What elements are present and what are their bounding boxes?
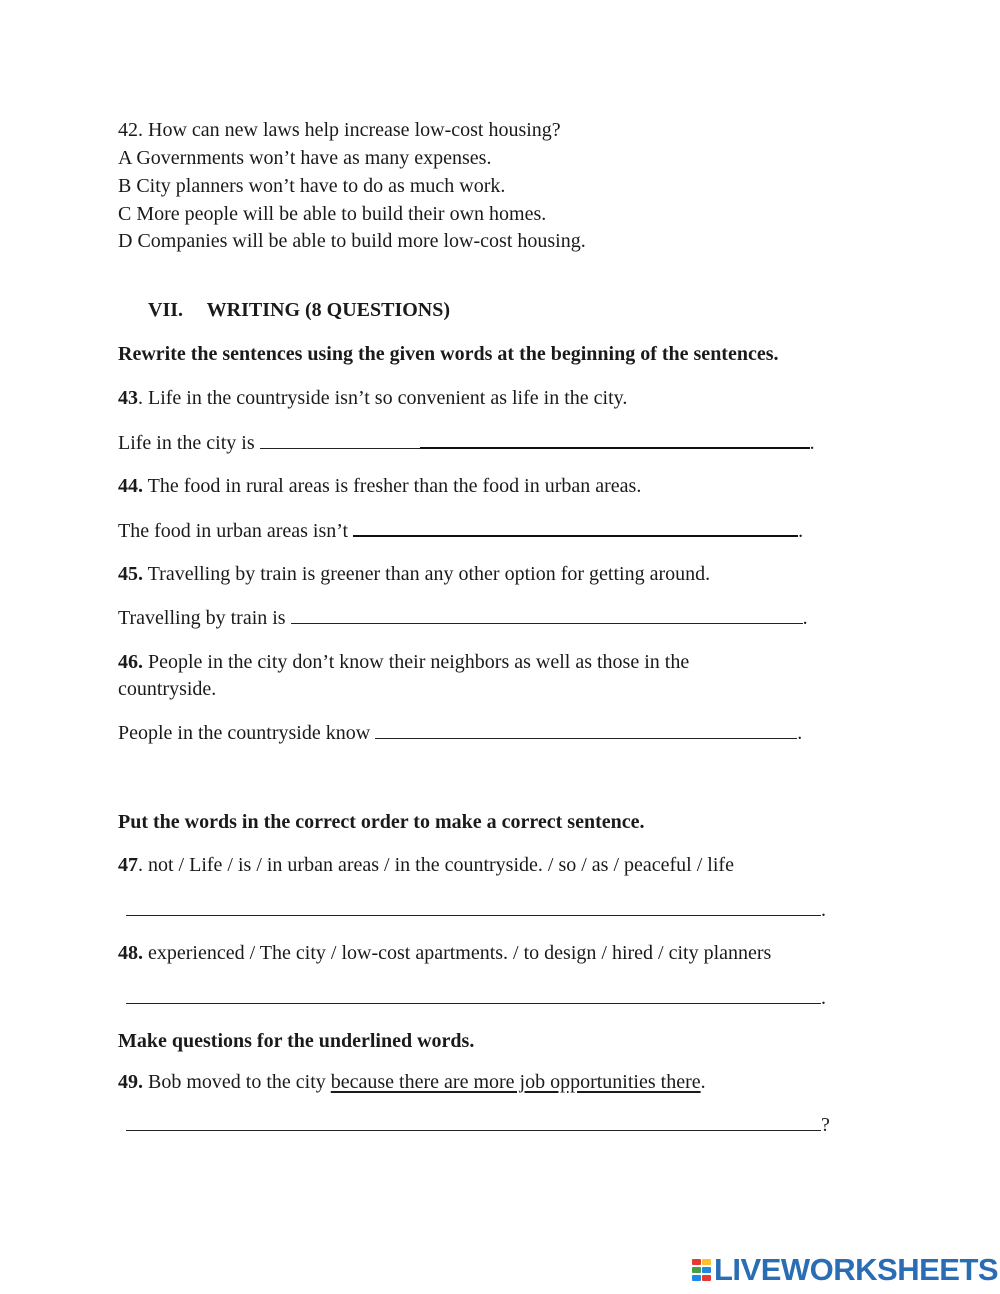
liveworksheets-logo[interactable] bbox=[692, 1253, 998, 1287]
answer-48-blank[interactable] bbox=[126, 985, 821, 1004]
liveworksheets-logo-icon bbox=[692, 1257, 712, 1283]
liveworksheets-logo-text: LIVEWORKSHEETS bbox=[714, 1252, 999, 1287]
answer-end: . bbox=[798, 520, 804, 542]
answer-47-blank[interactable] bbox=[126, 897, 821, 916]
answer-end: . bbox=[809, 432, 815, 454]
question-46 bbox=[118, 649, 689, 675]
answer-48 bbox=[126, 985, 826, 1011]
question-number: 44. bbox=[118, 475, 143, 497]
instruction-rewrite: Rewrite the sentences using the given words at the beginning of the sentences. bbox=[118, 343, 779, 365]
option-a: A Governments won’t have as many expenses. bbox=[118, 147, 492, 169]
answer-44 bbox=[118, 517, 803, 544]
logo-block-5 bbox=[692, 1275, 701, 1281]
answer-46-blank[interactable] bbox=[375, 720, 797, 739]
question-43 bbox=[118, 385, 627, 411]
answer-49 bbox=[126, 1112, 830, 1138]
question-46-cont: countryside. bbox=[118, 678, 217, 700]
section-title: WRITING (8 QUESTIONS) bbox=[206, 299, 451, 321]
question-44 bbox=[118, 473, 641, 499]
question-text: Bob moved to the city bbox=[143, 1071, 331, 1093]
logo-block-1 bbox=[692, 1259, 701, 1265]
answer-46 bbox=[118, 720, 802, 746]
question-text: Travelling by train is greener than any other option for getting around. bbox=[143, 563, 711, 585]
answer-prompt: People in the countryside know bbox=[118, 722, 371, 744]
logo-block-4 bbox=[702, 1267, 711, 1273]
answer-end: . bbox=[802, 607, 808, 629]
question-number: 43 bbox=[118, 387, 138, 409]
section-number: VII. bbox=[148, 299, 184, 321]
question-45 bbox=[118, 561, 710, 587]
answer-43-blank-a[interactable] bbox=[260, 430, 420, 449]
question-47 bbox=[118, 852, 734, 878]
section-heading bbox=[148, 297, 450, 323]
answer-44-blank[interactable] bbox=[353, 517, 798, 537]
question-text: People in the city don’t know their neighbors as well as those in the bbox=[143, 651, 690, 673]
question-49 bbox=[118, 1069, 706, 1095]
answer-end: . bbox=[821, 899, 826, 921]
option-d: D Companies will be able to build more low-cost housing. bbox=[118, 230, 586, 252]
question-number: 45. bbox=[118, 563, 143, 585]
answer-47 bbox=[126, 897, 826, 923]
question-48 bbox=[118, 940, 771, 966]
answer-45-blank[interactable] bbox=[291, 605, 803, 624]
answer-end: ? bbox=[821, 1114, 830, 1136]
instruction-order: Put the words in the correct order to make a correct sentence. bbox=[118, 811, 645, 833]
answer-43 bbox=[118, 429, 815, 456]
question-words: . not / Life / is / in urban areas / in the countryside. / so / as / peaceful / life bbox=[138, 854, 734, 876]
question-42: 42. How can new laws help increase low-cost housing? bbox=[118, 119, 561, 141]
answer-49-blank[interactable] bbox=[126, 1112, 821, 1131]
question-text: . Life in the countryside isn’t so convenient as life in the city. bbox=[138, 387, 628, 409]
logo-block-2 bbox=[702, 1259, 711, 1265]
answer-prompt: Travelling by train is bbox=[118, 607, 286, 629]
answer-prompt: The food in urban areas isn’t bbox=[118, 520, 349, 542]
question-number: 48. bbox=[118, 942, 143, 964]
instruction-questions: Make questions for the underlined words. bbox=[118, 1030, 475, 1052]
question-text-end: . bbox=[700, 1071, 706, 1093]
question-number: 47 bbox=[118, 854, 138, 876]
underlined-phrase: because there are more job opportunities there bbox=[330, 1071, 701, 1093]
answer-45 bbox=[118, 605, 808, 631]
question-text: The food in rural areas is fresher than the food in urban areas. bbox=[143, 475, 642, 497]
option-b: B City planners won’t have to do as much work. bbox=[118, 175, 506, 197]
logo-block-6 bbox=[702, 1275, 711, 1281]
option-c: C More people will be able to build their own homes. bbox=[118, 203, 547, 225]
answer-prompt: Life in the city is bbox=[118, 432, 255, 454]
answer-end: . bbox=[821, 987, 826, 1009]
logo-block-3 bbox=[692, 1267, 701, 1273]
question-number: 46. bbox=[118, 651, 143, 673]
answer-43-blank-b[interactable] bbox=[420, 429, 810, 449]
question-words: experienced / The city / low-cost apartments. / to design / hired / city planners bbox=[143, 942, 772, 964]
question-number: 49. bbox=[118, 1071, 143, 1093]
answer-end: . bbox=[797, 722, 803, 744]
